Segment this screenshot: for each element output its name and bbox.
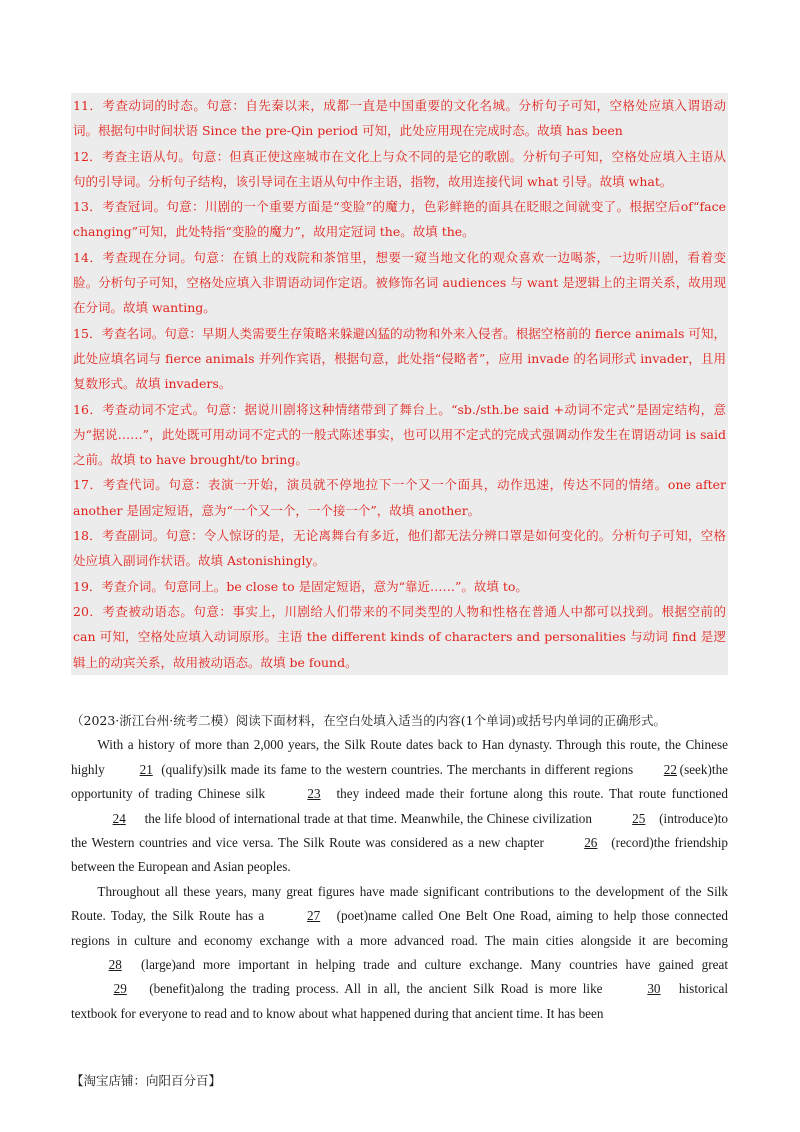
answer-item-17: 17．考查代词。句意：表演一开始，演员就不停地拉下一个又一个面具，动作迅速，传达不同的情绪。one after another 是固定短语，意为“一个又一个，一个接一个”，故填 another。 bbox=[73, 477, 726, 518]
passage-paragraph-1 bbox=[71, 733, 728, 879]
passage-text: (record)the friendship between the European and Asian peoples. bbox=[71, 835, 729, 875]
blank-25[interactable]: 25 bbox=[632, 810, 646, 826]
blank-21[interactable]: 21 bbox=[139, 761, 153, 777]
passage-text: (seek)the opportunity of trading Chinese silk bbox=[71, 761, 729, 802]
answer-explanations bbox=[71, 93, 728, 675]
passage-text: historical textbook for everyone to read and to know about what happened during that ancient time. It has been bbox=[71, 981, 729, 1021]
passage-text: (introduce)to the Western countries and vice versa. The Silk Route was considered as a new chapter bbox=[71, 810, 729, 851]
passage-text: (qualify)silk made its fame to the western countries. The merchants in different regions bbox=[157, 761, 638, 777]
answer-item-18: 18．考查副词。句意：令人惊讶的是，无论离舞台有多近，他们都无法分辨口罩是如何变化的。分析句子可知，空格处应填入副词作状语。故填 Astonishingly。 bbox=[73, 528, 726, 569]
passage-text: With a history of more than 2,000 years, the Silk Route dates back to Han dynasty. Through this route, the Chinese highly bbox=[71, 737, 728, 777]
blank-28[interactable]: 28 bbox=[108, 957, 122, 973]
passage-text: Throughout all these years, many great figures have made significant contributions to the development of the Silk Route. Today, the Silk Route has a bbox=[71, 883, 728, 924]
answer-item-14: 14．考查现在分词。句意：在镇上的戏院和茶馆里，想要一窥当地文化的观众喜欢一边喝茶，一边听川剧，看着变脸。分析句子可知，空格处应填入非谓语动词作定语。被修饰名词 audiences 与 want 是逻辑上的主谓关系，故用现在分词。故填 wanting。 bbox=[73, 249, 726, 316]
passage-text: (benefit)along the trading process. All in all, the ancient Silk Road is more like bbox=[143, 981, 609, 997]
reading-passage bbox=[71, 709, 728, 1026]
blank-23[interactable]: 23 bbox=[307, 786, 321, 802]
answer-item-11: 11．考查动词的时态。句意：自先秦以来，成都一直是中国重要的文化名城。分析句子可知，空格处应填入谓语动词。根据句中时间状语 Since the pre-Qin period 可知，此处应用现在完成时态。故填 has been bbox=[73, 98, 726, 139]
passage-paragraph-2 bbox=[71, 880, 728, 1026]
blank-27[interactable]: 27 bbox=[307, 908, 321, 924]
blank-26[interactable]: 26 bbox=[584, 835, 598, 851]
passage-text: the life blood of international trade at that time. Meanwhile, the Chinese civilization bbox=[141, 810, 596, 826]
answer-item-20: 20．考查被动语态。句意：事实上，川剧给人们带来的不同类型的人物和性格在普通人中都可以找到。根据空前的 can 可知，空格处应填入动词原形。主语 the different kinds of characters and personalities 与动词 find 是逻辑上的动宾关系，故用被动语态。故填 be found。 bbox=[73, 603, 726, 670]
blank-24[interactable]: 24 bbox=[112, 810, 126, 826]
passage-text: they indeed made their fortune along this route. That route functioned bbox=[330, 786, 728, 802]
answer-item-12: 12．考查主语从句。句意：但真正使这座城市在文化上与众不同的是它的歌剧。分析句子可知，空格处应填入主语从句的引导词。分析句子结构，该引导词在主语从句中作主语，指物，故用连接代词 what 引导。故填 what。 bbox=[73, 148, 726, 189]
shop-footer: 【淘宝店铺：向阳百分百】 bbox=[71, 1073, 222, 1088]
passage-text: (large)and more important in helping trade and culture exchange. Many countries have gained great bbox=[133, 957, 728, 973]
answer-item-19: 19．考查介词。句意同上。be close to 是固定短语，意为“靠近……”。故填 to。 bbox=[73, 578, 528, 594]
answer-item-16: 16．考查动词不定式。句意：据说川剧将这种情绪带到了舞台上。“sb./sth.be said +动词不定式”是固定结构，意为“据说……”，此处既可用动词不定式的一般式陈述事实，也可以用不定式的完成式强调动作发生在谓语动词 is said 之前。故填 to have brought/to bring。 bbox=[73, 401, 726, 468]
answer-item-13: 13．考查冠词。句意：川剧的一个重要方面是“变脸”的魔力，色彩鲜艳的面具在眨眼之间就变了。根据空后of“face changing”可知，此处特指“变脸的魔力”，故用定冠词 the。故填 the。 bbox=[73, 199, 726, 240]
exercise-instructions: （2023·浙江台州·统考二模）阅读下面材料，在空白处填入适当的内容(1个单词)或括号内单词的正确形式。 bbox=[71, 713, 666, 728]
blank-29[interactable]: 29 bbox=[113, 981, 127, 997]
blank-22[interactable]: 22 bbox=[663, 761, 677, 777]
answer-item-15: 15．考查名词。句意：早期人类需要生存策略来躲避凶猛的动物和外来入侵者。根据空格前的 fierce animals 可知，此处应填名词与 fierce animals 并列作宾语，根据句意，此处指“侵略者”，应用 invade 的名词形式 invader，且用复数形式。故填 invaders。 bbox=[73, 325, 726, 392]
blank-30[interactable]: 30 bbox=[647, 981, 661, 997]
passage-text: (poet)name called One Belt One Road, aiming to help those connected regions in culture and economy exchange with a more advanced road. The main cities alongside it are becoming bbox=[71, 908, 728, 948]
